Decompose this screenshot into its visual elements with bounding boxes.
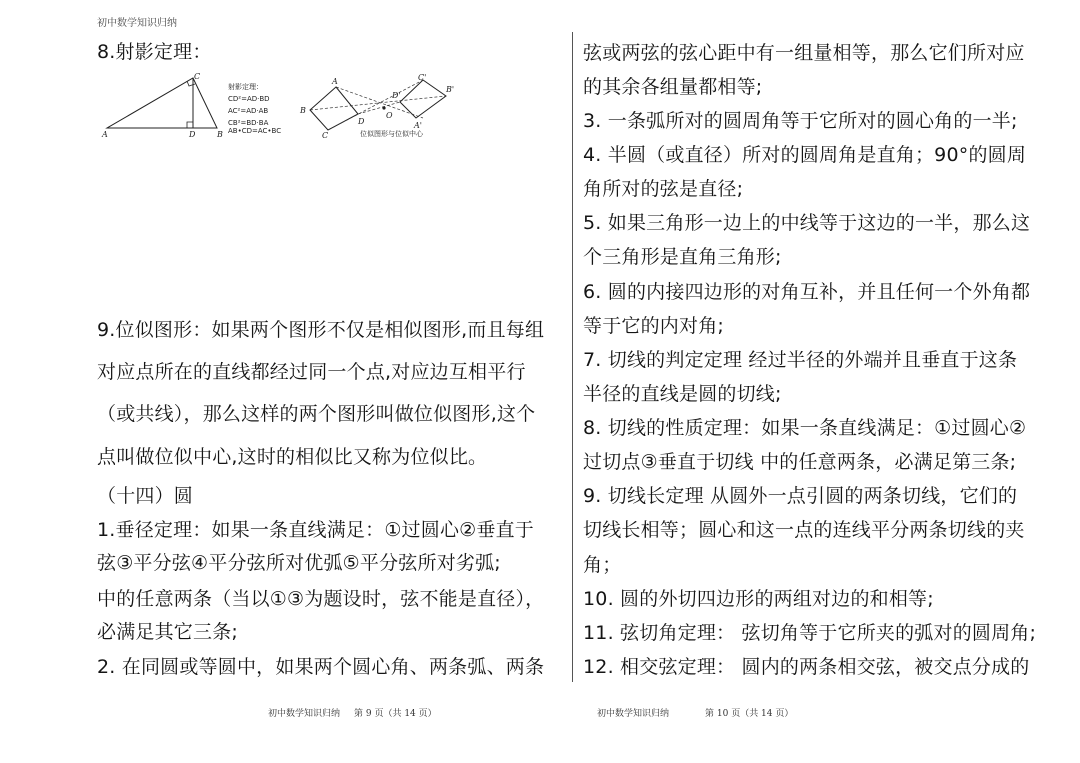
- text-line: 3. 一条弧所对的圆周角等于它所对的圆心角的一半;: [583, 110, 1018, 132]
- theorem-line-2: AC²=AD·AB: [228, 107, 269, 115]
- text-line: 5. 如果三角形一边上的中线等于这边的一半，那么这: [583, 212, 1031, 234]
- text-line: 角；: [583, 554, 622, 576]
- text-line: 6. 圆的内接四边形的对角互补，并且任何一个外角都: [583, 281, 1031, 303]
- heading-projection-theorem: 8.射影定理：: [97, 41, 212, 63]
- label-a: A: [102, 130, 108, 139]
- text-line: 角所对的弦是直径;: [583, 178, 744, 200]
- text-line: 1.垂径定理：如果一条直线满足：①过圆心②垂直于: [97, 519, 534, 541]
- hom-label-d-prime: D': [392, 91, 401, 100]
- footer-right-title: 初中数学知识归纳: [597, 709, 670, 719]
- text-line: 7. 切线的判定定理 经过半径的外端并且垂直于这条: [583, 349, 1018, 371]
- text-line: 12. 相交弦定理： 圆内的两条相交弦，被交点分成的: [583, 656, 1030, 678]
- theorem-line-3: CB²=BD·BA: [228, 119, 269, 127]
- text-line: 过切点③垂直于切线 中的任意两条，必满足第三条;: [583, 451, 1017, 473]
- text-line: 对应点所在的直线都经过同一个点,对应边互相平行: [97, 361, 526, 383]
- text-line: 必满足其它三条;: [97, 621, 239, 643]
- text-line: 中的任意两条（当以①③为题设时，弦不能是直径），: [97, 588, 545, 610]
- hom-label-c-prime: C': [418, 73, 427, 82]
- text-line: 切线长相等；圆心和这一点的连线平分两条切线的夹: [583, 519, 1025, 541]
- document-header-title: 初中数学知识归纳: [97, 18, 177, 29]
- text-line: 9. 切线长定理 从圆外一点引圆的两条切线，它们的: [583, 485, 1018, 507]
- text-line: 9.位似图形：如果两个图形不仅是相似图形,而且每组: [97, 319, 545, 341]
- theorem-line-4: AB•CD=AC•BC: [228, 127, 282, 135]
- homothety-caption: 位似图形与位似中心: [360, 130, 423, 138]
- footer-right: [597, 706, 793, 719]
- text-line: 弦③平分弦④平分弦所对优弧⑤平分弦所对劣弧;: [97, 552, 501, 574]
- footer-left: [268, 706, 437, 719]
- text-line: 4. 半圆（或直径）所对的圆周角是直角；90°的圆周: [583, 144, 1027, 166]
- text-line: 2. 在同圆或等圆中，如果两个圆心角、两条弧、两条: [97, 656, 545, 678]
- theorem-title: 射影定理：: [228, 83, 263, 91]
- text-line: （或共线），那么这样的两个图形叫做位似图形,这个: [97, 403, 536, 425]
- text-line: 等于它的内对角;: [583, 315, 725, 337]
- text-line: 弦或两弦的弦心距中有一组量相等，那么它们所对应: [583, 42, 1025, 64]
- hom-label-b: B: [300, 106, 306, 115]
- section-heading-circle: （十四）圆: [97, 485, 194, 507]
- column-divider: [572, 32, 573, 682]
- hom-label-d: D: [358, 117, 365, 126]
- label-b: B: [217, 130, 223, 139]
- projection-theorem-figure: [97, 70, 287, 140]
- text-line: 10. 圆的外切四边形的两组对边的和相等;: [583, 588, 934, 610]
- homothety-figure: [298, 72, 458, 140]
- quadrilateral-abcd: [310, 87, 358, 130]
- right-angle-mark-d: [187, 122, 193, 128]
- label-d: D: [189, 130, 196, 139]
- hom-label-b-prime: B': [446, 85, 455, 94]
- hom-label-a-prime: A': [414, 121, 422, 130]
- footer-left-title: 初中数学知识归纳: [268, 709, 341, 719]
- text-line: 点叫做位似中心,这时的相似比又称为位似比。: [97, 446, 488, 468]
- hom-label-a: A: [332, 77, 338, 86]
- footer-left-page: 第 9 页（共 14 页）: [354, 709, 437, 719]
- text-line: 8. 切线的性质定理：如果一条直线满足：①过圆心②: [583, 417, 1027, 439]
- text-line: 的其余各组量都相等;: [583, 76, 763, 98]
- right-angle-mark-c: [187, 81, 195, 86]
- hom-label-c: C: [322, 131, 329, 140]
- right-triangle: [107, 78, 217, 128]
- label-c: C: [194, 72, 201, 81]
- theorem-line-1: CD²=AD·BD: [228, 95, 270, 103]
- text-line: 个三角形是直角三角形;: [583, 246, 782, 268]
- text-line: 11. 弦切角定理： 弦切角等于它所夹的弧对的圆周角;: [583, 622, 1037, 644]
- center-point-o: [382, 106, 385, 109]
- hom-label-o: O: [386, 111, 393, 120]
- footer-right-page: 第 10 页（共 14 页）: [705, 709, 794, 719]
- text-line: 半径的直线是圆的切线;: [583, 383, 782, 405]
